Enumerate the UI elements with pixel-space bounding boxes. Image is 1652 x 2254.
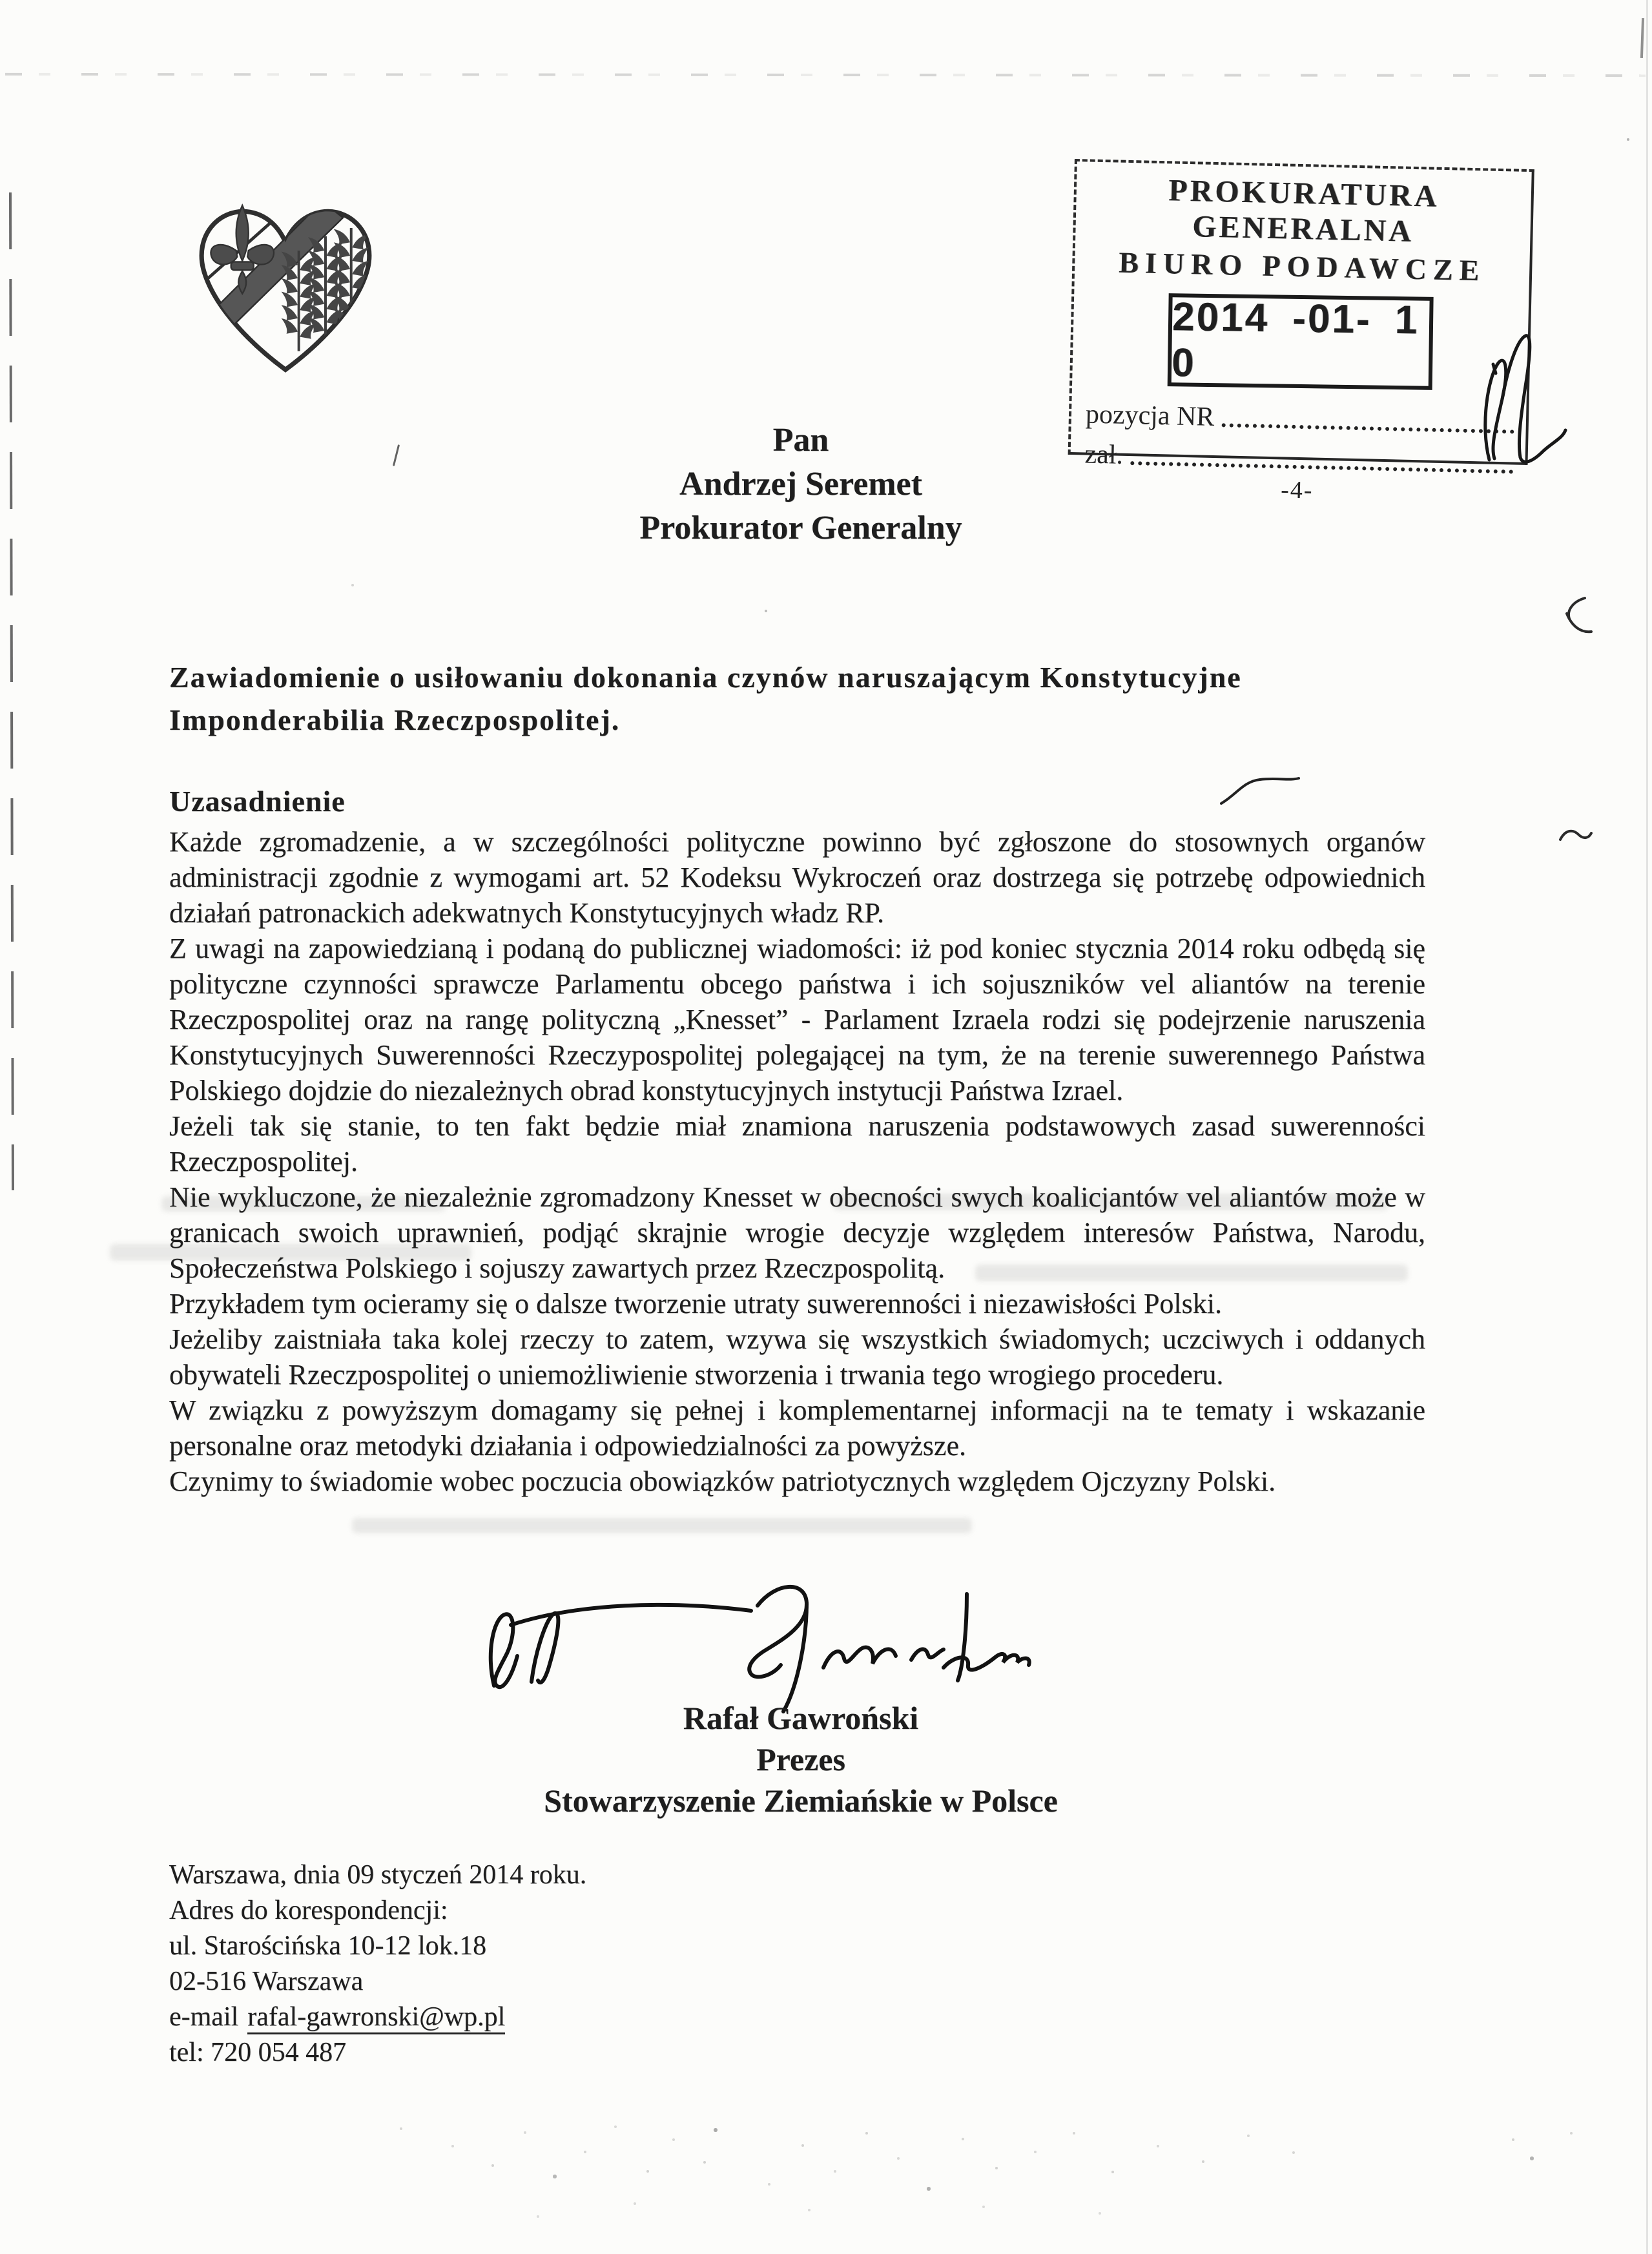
signer-name: Rafał Gawroński <box>683 1700 919 1736</box>
email-line <box>169 2000 944 2035</box>
justification-heading: Uzasadnienie <box>169 785 346 818</box>
diagonal-band <box>209 202 343 331</box>
address-heading: Adres do korespondencji: <box>169 1896 448 1925</box>
stamp-page-number: -4- <box>1280 476 1314 504</box>
place-date-line: Warszawa, dnia 09 styczeń 2014 roku. <box>169 1860 587 1890</box>
recipient-salutation: Pan <box>772 422 829 459</box>
recipient-name: Andrzej Seremet <box>679 466 922 502</box>
page-edge-line-left <box>9 192 14 1190</box>
stamp-date: 2014 -01- 1 0 <box>1171 295 1420 386</box>
body-paragraph: W związku z powyższym domagamy się pełnej i komplementarnej informacji na te tematy i wskazanie personalne oraz metodyki działania i odpowiedzialności za powyższe. <box>169 1394 1425 1462</box>
address-city: 02-516 Warszawa <box>169 1967 364 1996</box>
phone-line: tel: 720 054 487 <box>169 2038 347 2067</box>
letter-body <box>169 824 1425 1499</box>
pen-tilde-mark <box>1558 825 1594 846</box>
scan-speckles <box>0 0 1 1</box>
body-paragraph: Jeżeliby zaistniała taka kolej rzeczy to zatem, wzywa się wszystkich świadomych; uczciwych i oddanych obywateli Rzeczpospolitej o uniemożliwienie stworzenia i trwania tego wrogiego procederu. <box>169 1323 1425 1391</box>
stamp-office-line2: BIURO PODAWCZE <box>1118 245 1486 287</box>
body-paragraph: Nie wykluczone, że niezależnie zgromadzony Knesset w obecności swych koalicjantów vel aliantów może w granicach swoich uprawnień, podjąć skrajnie wrogie decyzje względem interesów Państwa, Narodu, Społeczeństwa Polskiego i sojuszy zawartych przez Rzeczpospolitą. <box>169 1181 1425 1284</box>
page-edge-line-right <box>1646 0 1648 2254</box>
body-paragraph: Jeżeli tak się stanie, to ten fakt będzie miał znamiona naruszenia podstawowych zasad suwerenności Rzeczpospolitej. <box>169 1110 1425 1177</box>
address-street: ul. Starościńska 10-12 lok.18 <box>169 1931 487 1961</box>
email-label: e-mail <box>169 2002 239 2032</box>
body-paragraph: Każde zgromadzenie, a w szczególności polityczne powinno być zgłoszone do stosownych organów administracji zgodnie z wymogami art. 52 Kodeksu Wykroczeń oraz dostrzega się potrzebę odpowiednich działań patronackich adekwatnych Konstytucyjnych władz RP. <box>169 826 1425 929</box>
stamp-position-label: pozycja NR <box>1085 399 1215 433</box>
body-paragraph: Czynimy to świadomie wobec poczucia obowiązków patriotycznych względem Ojczyzny Polski. <box>169 1465 1276 1497</box>
scan-tick-mark <box>1640 18 1644 58</box>
stamp-office-line1: PROKURATURA GENERALNA <box>1168 173 1440 249</box>
subject-line2: Imponderabilia Rzeczpospolitej. <box>169 703 621 736</box>
pen-hook-mark <box>1562 594 1595 638</box>
pen-stray-mark <box>393 444 400 466</box>
body-paragraph: Przykładem tym ocieramy się o dalsze tworzenie utraty suwerenności i niezawisłości Polski. <box>169 1288 1222 1319</box>
subject-line1: Zawiadomienie o usiłowaniu dokonania czynów naruszającym Konstytucyjne <box>169 661 1242 694</box>
pen-curve-mark <box>1217 774 1303 807</box>
recipient-title: Prokurator Generalny <box>639 510 962 546</box>
stamp-position-row <box>1085 398 1514 439</box>
signer-role: Prezes <box>756 1741 845 1777</box>
recipient-block <box>575 419 1027 550</box>
handwritten-initials <box>1467 328 1571 467</box>
stamp-attachment-label: zał. <box>1084 439 1124 470</box>
correspondence-block <box>169 1857 944 2071</box>
email-address: rafal-gawronski@wp.pl <box>247 2002 505 2034</box>
signer-organization: Stowarzyszenie Ziemiańskie w Polsce <box>544 1783 1058 1819</box>
dotted-leader <box>1131 461 1514 473</box>
scan-noise-band <box>5 73 1646 77</box>
scan-smudge <box>352 1518 972 1533</box>
intake-stamp <box>1068 159 1534 504</box>
signer-block <box>510 1697 1091 1821</box>
stamp-date-box <box>1168 293 1434 390</box>
letterhead-heart-logo <box>183 183 388 393</box>
body-paragraph: Z uwagi na zapowiedzianą i podaną do publicznej wiadomości: iż pod koniec stycznia 2014 roku odbędą się polityczne czynności sprawcze Parlamentu obcego państwa i ich sojuszników vel aliantów na terenie Rzeczpospolitej oraz na rangę polityczną „Knesset” - Parlament Izraela rodzi się podejrzenie naruszenia Konstytucyjnych Suwerenności Rzeczypospolitej polegającej na tym, że na terenie suwerennego Państwa Polskiego dojdzie do niezależnych obrad konstytucyjnych instytucji Państwa Izrael. <box>169 933 1425 1106</box>
letter-subject <box>169 656 1396 741</box>
